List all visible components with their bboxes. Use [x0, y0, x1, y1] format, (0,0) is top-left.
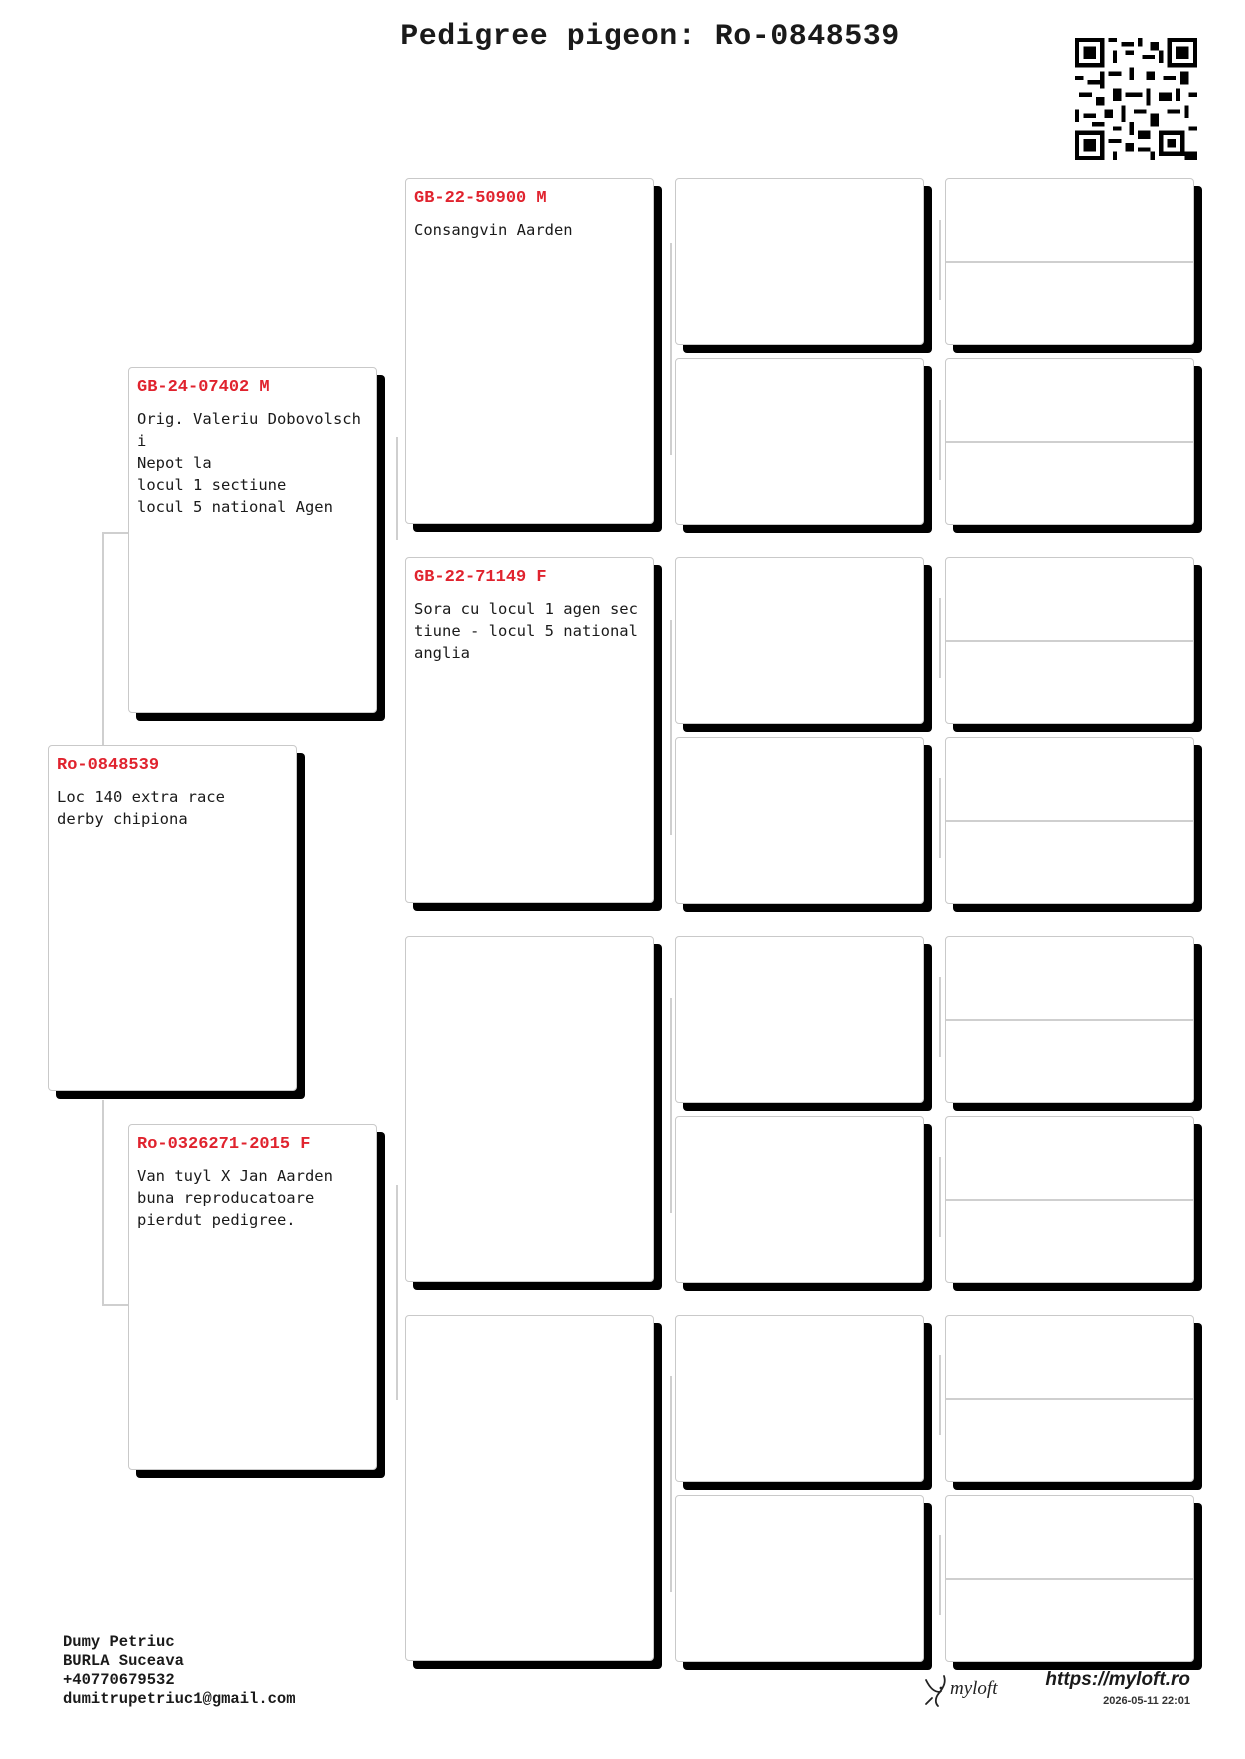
- box-divider: [946, 640, 1193, 642]
- dam-notes: Van tuyl X Jan Aarden buna reproducatoare pierdut pedigree.: [137, 1167, 333, 1229]
- pedigree-box-gen4-7[interactable]: [675, 1315, 924, 1482]
- print-timestamp: 2026-05-11 22:01: [1103, 1695, 1190, 1707]
- pedigree-box-sire-dam[interactable]: [405, 557, 654, 903]
- pedigree-box-gen5-5[interactable]: [945, 936, 1194, 1103]
- myloft-bird-logo-icon: [920, 1670, 1025, 1710]
- pedigree-box-gen4-2[interactable]: [675, 358, 924, 525]
- pedigree-box-gen5-4[interactable]: [945, 737, 1194, 904]
- dam-ring-number: Ro-0326271-2015 F: [137, 1135, 311, 1154]
- logo-text: myloft: [950, 1678, 998, 1699]
- box-divider: [946, 1019, 1193, 1021]
- sire-dam-notes: Sora cu locul 1 agen sectiune - locul 5 national anglia: [414, 600, 648, 662]
- website-link[interactable]: https://myloft.ro: [1045, 1669, 1190, 1690]
- sire-sire-notes: Consangvin Aarden: [414, 221, 573, 239]
- pedigree-box-gen4-4[interactable]: [675, 737, 924, 904]
- sire-sire-ring-number: GB-22-50900 M: [414, 189, 547, 208]
- pedigree-box-gen4-1[interactable]: [675, 178, 924, 345]
- owner-info: [63, 1633, 296, 1709]
- pedigree-box-gen4-6[interactable]: [675, 1116, 924, 1283]
- pedigree-box-pigeon[interactable]: [48, 745, 297, 1091]
- pedigree-box-sire-sire[interactable]: [405, 178, 654, 524]
- pedigree-box-dam[interactable]: [128, 1124, 377, 1470]
- dam-sire-ring-number: [414, 947, 653, 967]
- owner-phone: +40770679532: [63, 1671, 175, 1689]
- page-title: Pedigree pigeon: Ro-0848539: [400, 20, 900, 54]
- pedigree-box-gen5-3[interactable]: [945, 557, 1194, 724]
- box-divider: [946, 261, 1193, 263]
- pigeon-notes: Loc 140 extra race derby chipiona: [57, 788, 225, 828]
- pedigree-box-dam-sire[interactable]: [405, 936, 654, 1282]
- box-divider: [946, 1398, 1193, 1400]
- pedigree-box-dam-dam[interactable]: [405, 1315, 654, 1661]
- pedigree-box-gen4-8[interactable]: [675, 1495, 924, 1662]
- pedigree-box-gen5-1[interactable]: [945, 178, 1194, 345]
- sire-ring-number: GB-24-07402 M: [137, 378, 270, 397]
- owner-location: BURLA Suceava: [63, 1652, 184, 1670]
- dam-dam-ring-number: [414, 1326, 653, 1346]
- owner-email[interactable]: dumitrupetriuc1@gmail.com: [63, 1690, 296, 1708]
- pigeon-ring-number: Ro-0848539: [57, 756, 160, 775]
- box-divider: [946, 820, 1193, 822]
- pedigree-box-gen5-2[interactable]: [945, 358, 1194, 525]
- sire-notes: Orig. Valeriu Dobovolschi Nepot la locul 1 sectiune locul 5 national Agen: [137, 410, 361, 516]
- box-divider: [946, 441, 1193, 443]
- pedigree-box-gen5-6[interactable]: [945, 1116, 1194, 1283]
- owner-name: Dumy Petriuc: [63, 1633, 175, 1651]
- pedigree-box-gen5-7[interactable]: [945, 1315, 1194, 1482]
- sire-dam-ring-number: GB-22-71149 F: [414, 568, 547, 587]
- pedigree-box-gen4-5[interactable]: [675, 936, 924, 1103]
- box-divider: [946, 1578, 1193, 1580]
- pedigree-box-gen4-3[interactable]: [675, 557, 924, 724]
- pedigree-box-gen5-8[interactable]: [945, 1495, 1194, 1662]
- box-divider: [946, 1199, 1193, 1201]
- pedigree-box-sire[interactable]: [128, 367, 377, 713]
